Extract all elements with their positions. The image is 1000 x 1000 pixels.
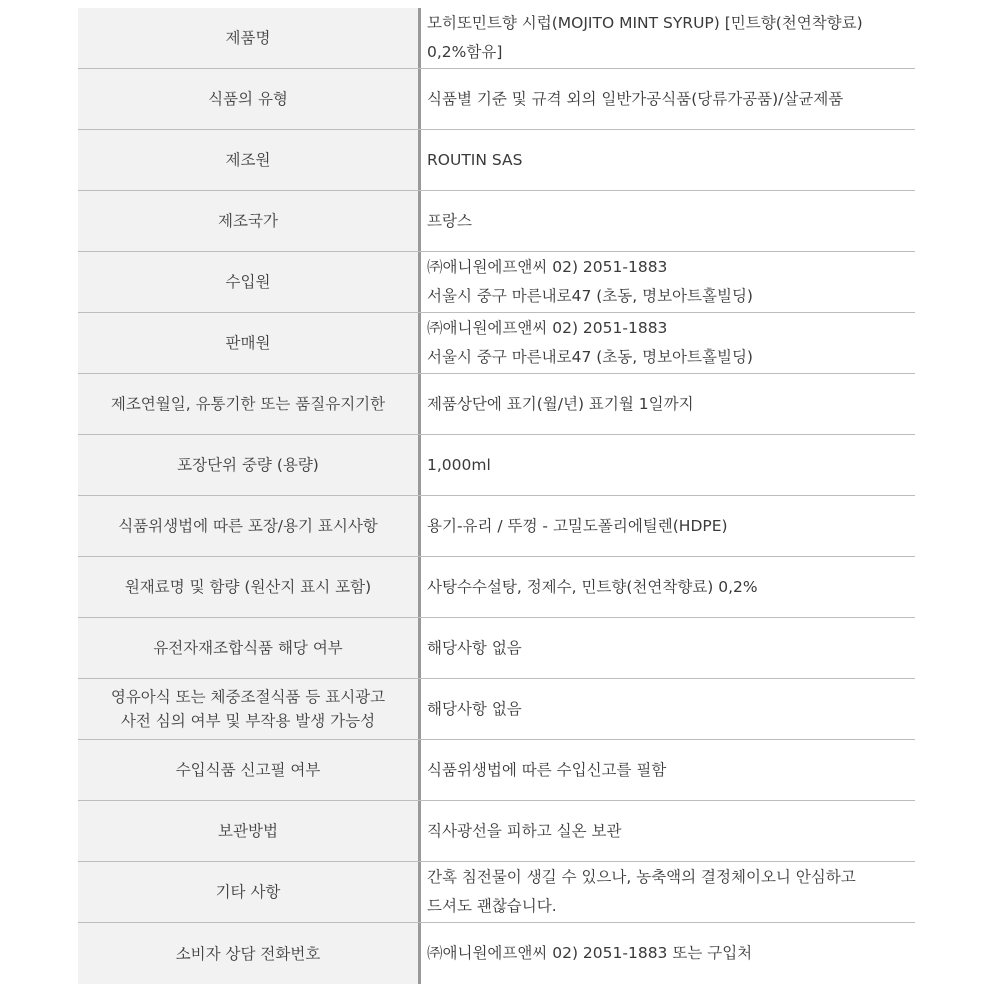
row-value [418,313,915,373]
value-line: 서울시 중구 마른내로47 (초동, 명보아트홀빌딩) [427,348,753,366]
row-label: 수입원 [78,252,418,312]
value-line: 서울시 중구 마른내로47 (초동, 명보아트홀빌딩) [427,287,753,305]
table-row [78,862,915,923]
row-label: 제조국가 [78,191,418,251]
row-label [78,679,418,739]
value-line: 간혹 침전물이 생길 수 있으나, 농축액의 결정체이오니 안심하고 [427,868,856,886]
row-value [418,923,915,984]
value-line: 프랑스 [427,211,472,230]
row-label: 원재료명 및 함량 (원산지 표시 포함) [78,557,418,617]
value-line: 제품상단에 표기(월/년) 표기월 1일까지 [427,394,694,413]
table-row [78,679,915,740]
value-line: 사탕수수설탕, 정제수, 민트향(천연착향료) 0,2% [427,577,758,596]
table-row [78,252,915,313]
row-label: 제품명 [78,8,418,68]
row-value [418,862,915,922]
value-line: 식품위생법에 따른 수입신고를 필함 [427,760,667,779]
row-label: 제조연월일, 유통기한 또는 품질유지기한 [78,374,418,434]
table-row [78,130,915,191]
table-row [78,557,915,618]
label-line: 사전 심의 여부 및 부작용 발생 가능성 [120,712,376,730]
row-label: 포장단위 중량 (용량) [78,435,418,495]
row-value [418,69,915,129]
value-line: 0,2%함유] [427,43,503,61]
value-line: 드셔도 괜찮습니다. [427,897,557,915]
table-row [78,496,915,557]
row-label: 제조원 [78,130,418,190]
row-value [418,679,915,739]
value-line: ROUTIN SAS [427,150,523,169]
row-label: 유전자재조합식품 해당 여부 [78,618,418,678]
value-line: 해당사항 없음 [427,699,522,718]
value-line: ㈜애니원에프앤씨 02) 2051-1883 또는 구입처 [427,944,753,962]
row-value [418,252,915,312]
label-line: 영유아식 또는 체중조절식품 등 표시광고 [110,688,386,706]
value-line: 모히또민트향 시럽(MOJITO MINT SYRUP) [민트향(천연착향료) [427,14,863,32]
table-row [78,374,915,435]
row-value [418,618,915,678]
row-value [418,374,915,434]
table-row [78,69,915,130]
row-label: 소비자 상담 전화번호 [78,923,418,984]
value-line: 식품별 기준 및 규격 외의 일반가공식품(당류가공품)/살균제품 [427,89,844,108]
row-label: 보관방법 [78,801,418,861]
row-value [418,557,915,617]
value-line: 해당사항 없음 [427,638,522,657]
row-value [418,801,915,861]
row-value [418,8,915,68]
row-value [418,496,915,556]
table-row [78,435,915,496]
value-line: 용기-유리 / 뚜껑 - 고밀도폴리에틸렌(HDPE) [427,516,728,535]
row-value [418,130,915,190]
row-value [418,191,915,251]
row-label: 판매원 [78,313,418,373]
table-row [78,801,915,862]
table-row [78,618,915,679]
row-value [418,740,915,800]
row-label: 수입식품 신고필 여부 [78,740,418,800]
row-label: 식품위생법에 따른 포장/용기 표시사항 [78,496,418,556]
table-row [78,923,915,984]
table-row [78,8,915,69]
value-line: ㈜애니원에프앤씨 02) 2051-1883 [427,258,668,276]
table-row [78,313,915,374]
row-value [418,435,915,495]
product-info-table [78,8,915,984]
value-line: 1,000ml [427,455,491,474]
value-line: ㈜애니원에프앤씨 02) 2051-1883 [427,319,668,337]
row-label: 식품의 유형 [78,69,418,129]
table-row [78,191,915,252]
row-label: 기타 사항 [78,862,418,922]
value-line: 직사광선을 피하고 실온 보관 [427,821,622,840]
table-row [78,740,915,801]
